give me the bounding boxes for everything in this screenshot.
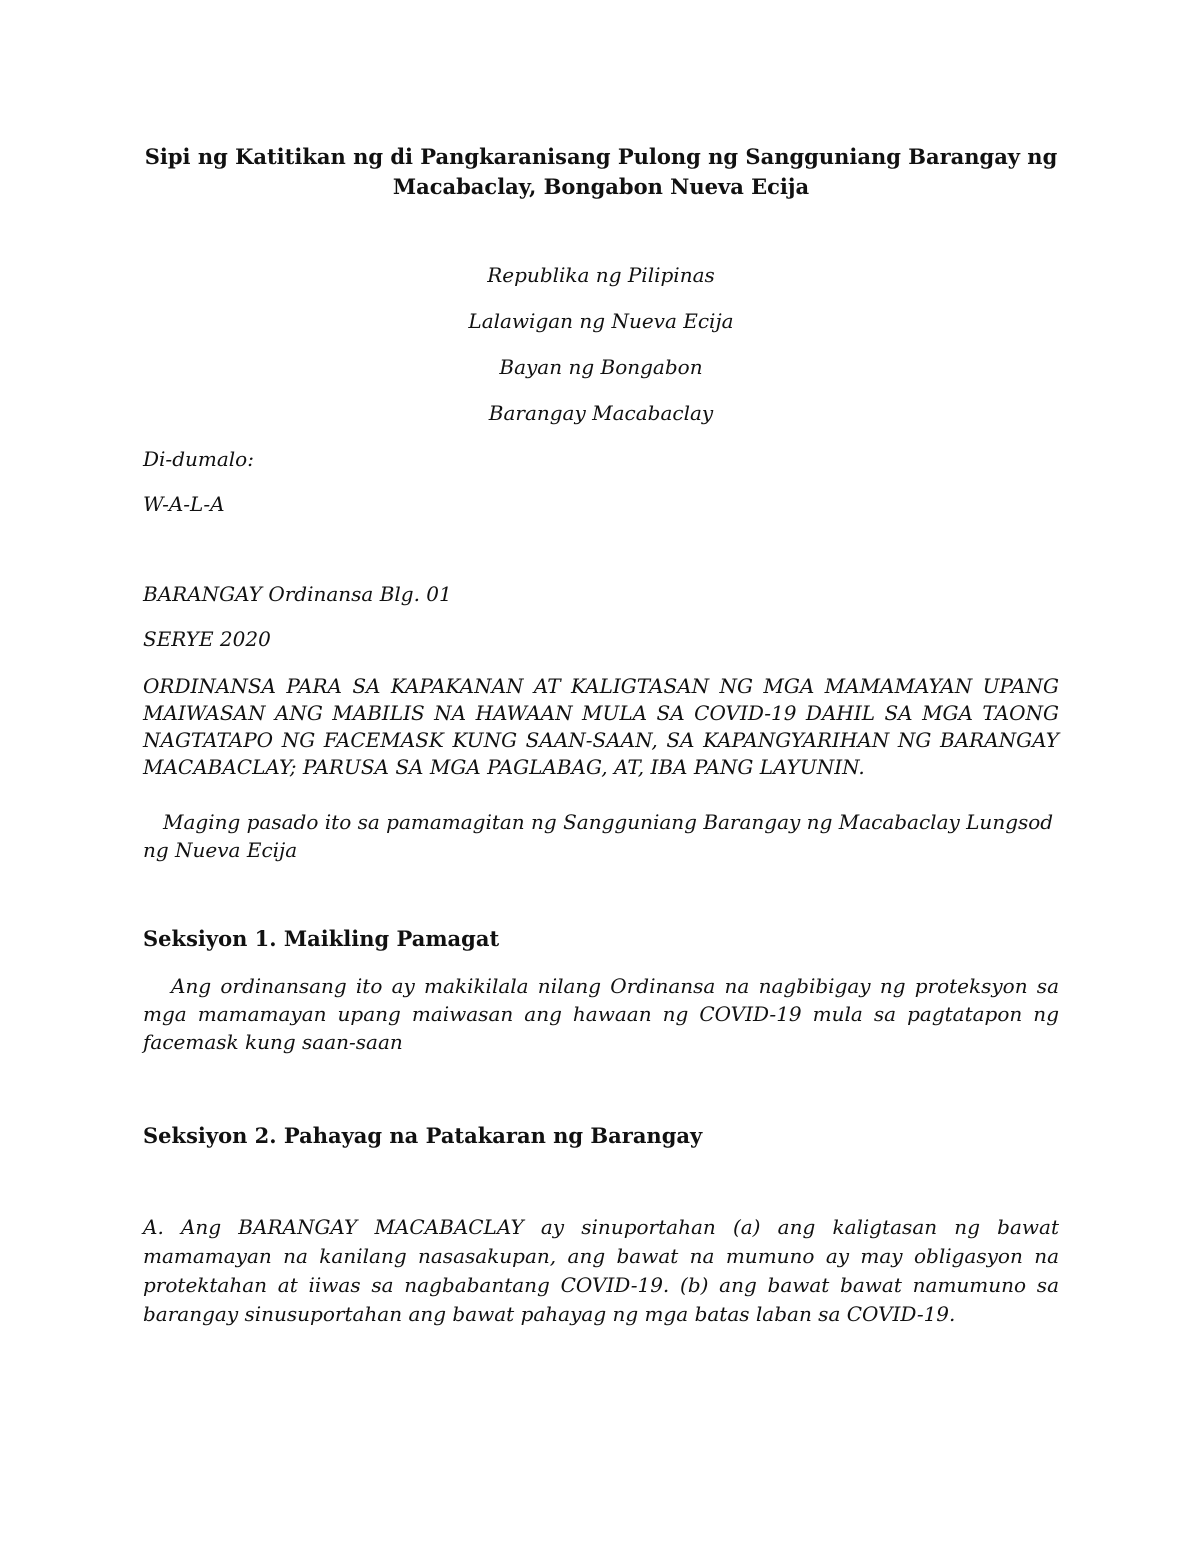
header-municipality: Bayan ng Bongabon [499, 355, 703, 379]
ordinance-number: BARANGAY Ordinansa Blg. 01 [143, 582, 452, 606]
attendance-value: W-A-L-A [143, 492, 225, 516]
title-line-1: Sipi ng Katitikan ng di Pangkaranisang Pulong ng Sangguniang Barangay ng [144, 144, 1058, 169]
title-line-2: Macabaclay, Bongabon Nueva Ecija [392, 174, 810, 199]
document-title [143, 142, 1059, 202]
section-2-heading: Seksiyon 2. Pahayag na Patakaran ng Barangay [143, 1123, 703, 1148]
attendance-label: Di-dumalo: [143, 447, 254, 471]
section-2-body: A. Ang BARANGAY MACABACLAY ay sinuportahan (a) ang kaligtasan ng bawat mamamayan na kanilang nasasakupan, ang bawat na mumuno ay may obligasyon na protektahan at iiwas sa nagbabantang COVID-19. (b) ang bawat bawat namumuno sa barangay sinusuportahan ang bawat pahayag ng mga batas laban sa COVID-19. [143, 1215, 1059, 1326]
ordinance-title: ORDINANSA PARA SA KAPAKANAN AT KALIGTASAN NG MGA MAMAMAYAN UPANG MAIWASAN ANG MABILIS NA HAWAAN MULA SA COVID-19 DAHIL SA MGA TAONG NAGTATAPO NG FACEMASK KUNG SAAN-SAAN, SA KAPANGYARIHAN NG BARANGAY MACABACLAY; PARUSA SA MGA PAGLABAG, AT, IBA PANG LAYUNIN. [143, 674, 1059, 779]
section-1-heading: Seksiyon 1. Maikling Pamagat [143, 926, 500, 951]
header-republic: Republika ng Pilipinas [487, 263, 715, 287]
header-barangay: Barangay Macabaclay [488, 401, 714, 425]
ordinance-enactment: Maging pasado ito sa pamamagitan ng Sangguniang Barangay ng Macabaclay Lungsod ng Nueva Ecija [143, 810, 1054, 862]
ordinance-series: SERYE 2020 [143, 627, 271, 651]
section-1-body: Ang ordinansang ito ay makikilala nilang Ordinansa na nagbibigay ng proteksyon sa mga mamamayan upang maiwasan ang hawaan ng COVID-19 mula sa pagtatapon ng facemask kung saan-saan [143, 974, 1059, 1054]
header-province: Lalawigan ng Nueva Ecija [468, 309, 734, 333]
